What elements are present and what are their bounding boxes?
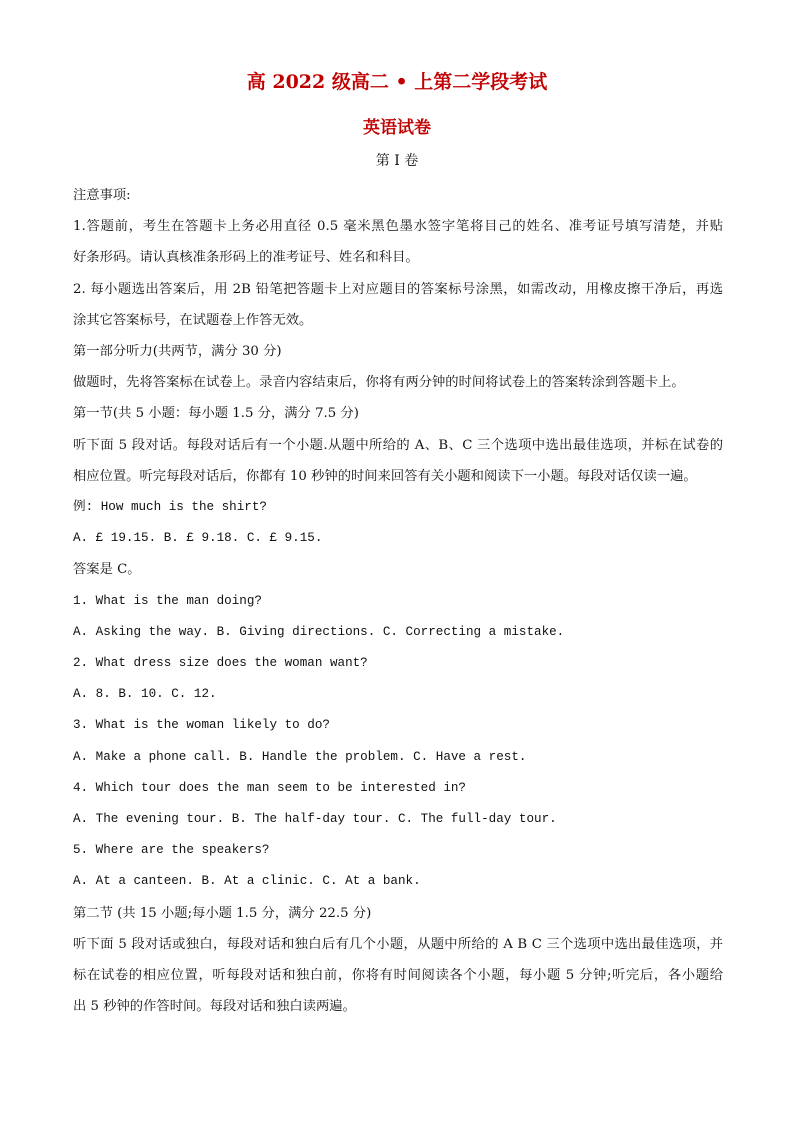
question-2-options: A. 8. B. 10. C. 12. [73, 687, 217, 702]
question-1-options: A. Asking the way. B. Giving directions. C. Correcting a mistake. [73, 624, 565, 639]
question-5-options: A. At a canteen. B. At a clinic. C. At a bank. [73, 874, 421, 889]
note-2-line-1: 2. 每小题选出答案后，用 2B 铅笔把答题卡上对应题目的答案标号涂黑，如需改动，用橡皮擦干净后，再选 [73, 281, 723, 297]
section2-heading: 第二节 (共 15 小题;每小题 1.5 分，满分 22.5 分) [73, 905, 372, 921]
volume-label: 第 I 卷 [375, 153, 419, 169]
part1-heading: 第一部分听力(共两节，满分 30 分) [73, 344, 282, 360]
notes-heading: 注意事项: [73, 188, 131, 203]
example-question: 例: How much is the shirt? [73, 500, 267, 515]
note-2-line-2: 涂其它答案标号，在试题卷上作答无效。 [73, 312, 313, 328]
question-4-options: A. The evening tour. B. The half-day tour. C. The full-day tour. [73, 812, 557, 827]
section1-heading: 第一节(共 5 小题：每小题 1.5 分，满分 7.5 分) [73, 406, 359, 422]
example-options: A. £ 19.15. B. £ 9.18. C. £ 9.15. [73, 531, 323, 546]
section2-instruction-line-3: 出 5 秒钟的作答时间。每段对话和独白读两遍。 [73, 999, 356, 1015]
part1-instruction: 做题时，先将答案标在试卷上。录音内容结束后，你将有两分钟的时间将试卷上的答案转涂到答题卡上。 [73, 375, 685, 391]
exam-title: 高 2022 级高二 • 上第二学段考试 [246, 71, 548, 93]
note-1-line-1: 1.答题前，考生在答题卡上务必用直径 0.5 毫米黑色墨水签字笔将目己的姓名、准考证号填写清楚，并贴 [73, 219, 723, 235]
section1-instruction-line-1: 听下面 5 段对话。每段对话后有一个小题.从题中所给的 A、B、C 三个选项中选出最佳选项，并标在试卷的 [73, 437, 723, 453]
example-answer: 答案是 C。 [73, 562, 141, 578]
section1-instruction-line-2: 相应位置。听完每段对话后，你都有 10 秒钟的时间来回答有关小题和阅读下一小题。每段对话仅读一遍。 [73, 468, 697, 484]
subject-title: 英语试卷 [363, 118, 431, 138]
note-1-line-2: 好条形码。请认真核准条形码上的准考证号、姓名和科目。 [73, 250, 419, 266]
question-3-options: A. Make a phone call. B. Handle the problem. C. Have a rest. [73, 749, 527, 764]
question-4: 4. Which tour does the man seem to be interested in? [73, 780, 466, 795]
section2-instruction-line-1: 听下面 5 段对话或独白，每段对话和独白后有几个小题，从题中所给的 A B C 三个选项中选出最佳选项，并 [73, 936, 723, 952]
question-3: 3. What is the woman likely to do? [73, 718, 330, 733]
question-2: 2. What dress size does the woman want? [73, 656, 368, 671]
question-1: 1. What is the man doing? [73, 593, 262, 608]
question-5: 5. Where are the speakers? [73, 843, 270, 858]
exam-body [73, 180, 723, 1022]
section2-instruction-line-2: 标在试卷的相应位置，听每段对话和独白前，你将有时间阅读各个小题，每小题 5 分钟;听完后，各小题给 [73, 968, 723, 984]
